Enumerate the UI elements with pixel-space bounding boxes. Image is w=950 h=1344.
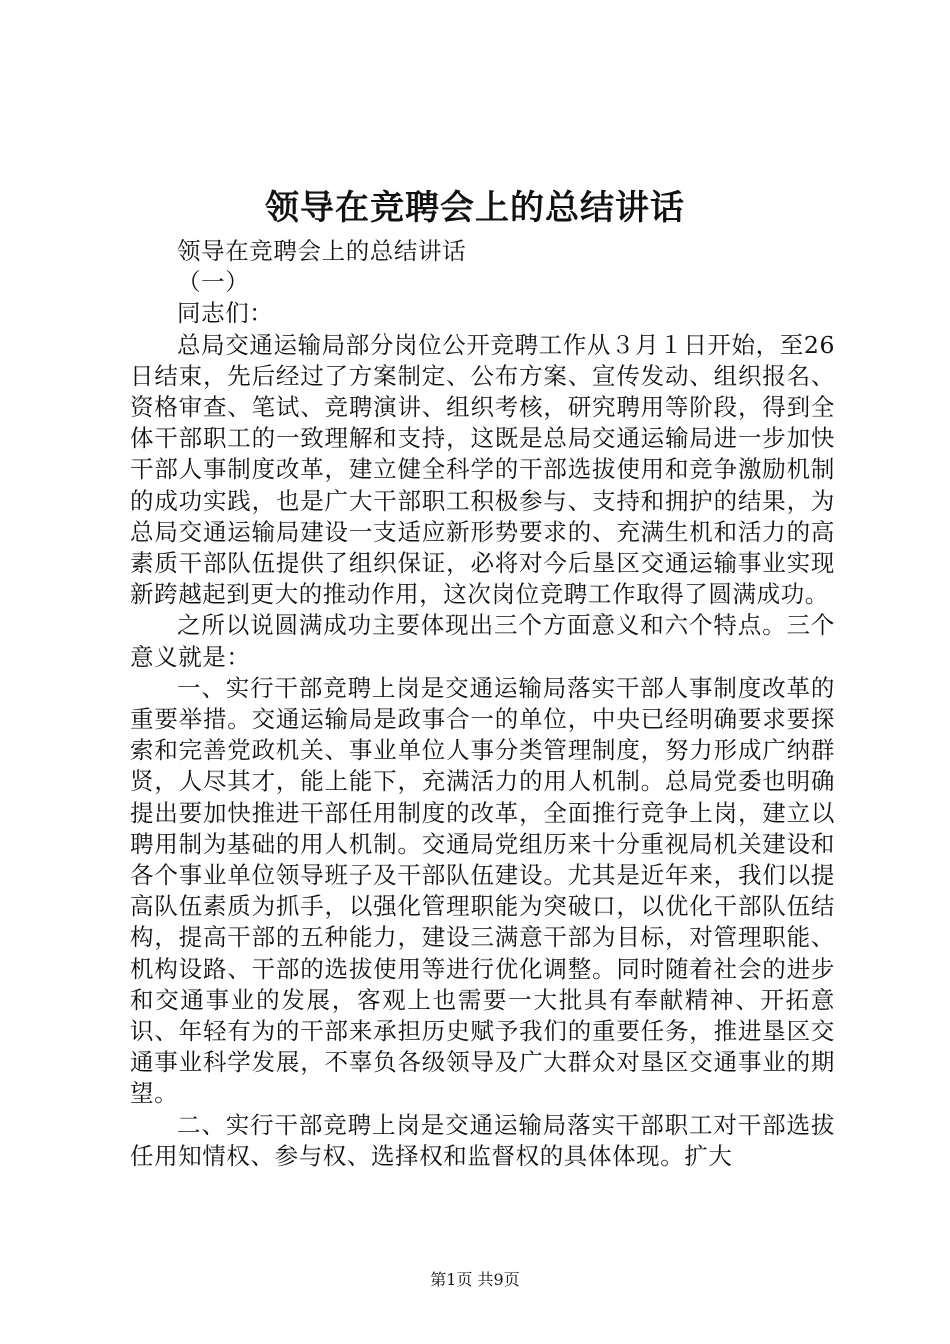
paragraph-salutation: 同志们： [177,299,274,328]
paragraph: 一、实行干部竞聘上岗是交通运输局落实干部人事制度改革的重要举措。交通运输局是政事合一的单位，中央已经明确要求要探索和完善党政机关、事业单位人事分类管理制度，努力形成广纳群贤，人尽其才，能上能下，充满活力的用人机制。总局党委也明确提出要加快推进干部任用制度的改革，全面推行竞争上岗，建立以聘用制为基础的用人机制。交通局党组历来十分重视局机关建设和各个事业单位领导班子及干部队伍建设。尤其是近年来，我们以提高队伍素质为抓手，以强化管理职能为突破口，以优化干部队伍结构，提高干部的五种能力，建设三满意干部为目标，对管理职能、机构设路、干部的选拔使用等进行优化调整。同时随着社会的进步和交通事业的发展，客观上也需要一大批具有奉献精神、开拓意识、年轻有为的干部来承担历史赋予我们的重要任务，推进垦区交通事业科学发展，不辜负各级领导及广大群众对垦区交通事业的期望。 [130,673,835,1108]
paragraph: 之所以说圆满成功主要体现出三个方面意义和六个特点。三个意义就是： [130,611,835,671]
document-title: 领导在竞聘会上的总结讲话 [265,188,685,228]
paragraph: 总局交通运输局部分岗位公开竞聘工作从３月１日开始，至26日结束，先后经过了方案制定、公布方案、宣传发动、组织报名、资格审查、笔试、竞聘演讲、组织考核，研究聘用等阶段，得到全体干部职工的一致理解和支持，这既是总局交通运输局进一步加快干部人事制度改革，建立健全科学的干部选拔使用和竞争激励机制的成功实践，也是广大干部职工积极参与、支持和拥护的结果，为总局交通运输局建设一支适应新形势要求的、充满生机和活力的高素质干部队伍提供了组织保证，必将对今后垦区交通运输事业实现新跨越起到更大的推动作用，这次岗位竞聘工作取得了圆满成功。 [130,330,835,609]
paragraph-subtitle: 领导在竞聘会上的总结讲话 [177,237,467,265]
paragraph-section-number: （一） [177,268,250,297]
paragraph: 二、实行干部竞聘上岗是交通运输局落实干部职工对干部选拔任用知情权、参与权、选择权和监督权的具体体现。扩大 [130,1110,835,1170]
page-number-footer: 第1页 共9页 [430,1270,520,1289]
document-body [130,236,835,1172]
